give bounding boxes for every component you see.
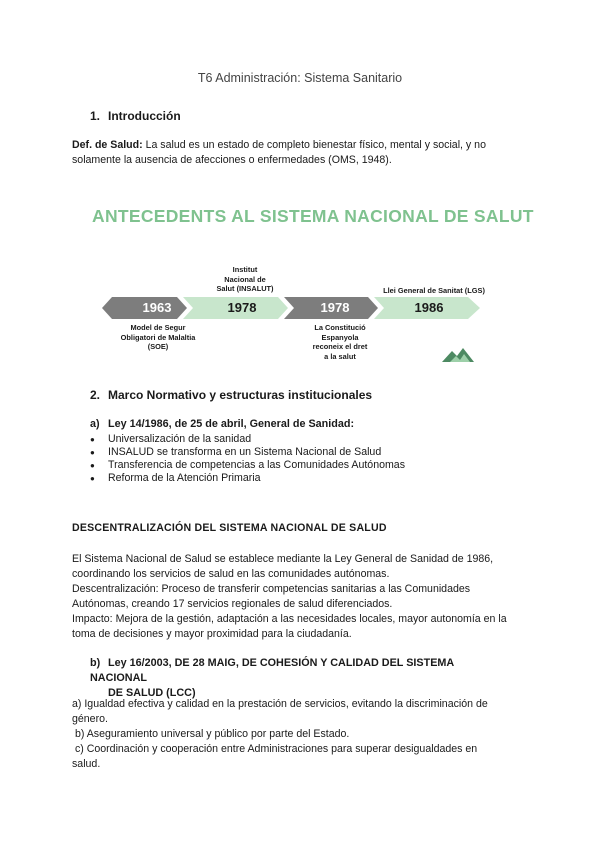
label-line: La Constitució [314, 323, 366, 332]
label-line: Espanyola [321, 332, 359, 342]
lcc-text [72, 697, 542, 772]
label-line: Llei General de Sanitat (LGS) [383, 286, 485, 295]
decentralization-heading: DESCENTRALIZACIÓN DEL SISTEMA NACIONAL DE SALUD [72, 522, 387, 534]
text-line: Impacto: Mejora de la gestión, adaptación a las necesidades locales, mayor autonomía en la [72, 613, 507, 625]
text-line: a) Igualdad efectiva y calidad en la prestación de servicios, evitando la discriminación de [72, 698, 488, 710]
timeline-year-1963: 1963 [142, 300, 172, 315]
decentralization-text [72, 552, 542, 642]
section-2-heading [90, 388, 372, 402]
section-2-number: 2. [90, 388, 101, 402]
timeline-year-1978-insalut: 1978 [227, 300, 257, 315]
text-line: Descentralización: Proceso de transferir competencias sanitarias a las Comunidades [72, 583, 471, 595]
section-1-number: 1. [90, 109, 101, 123]
subsection-b-title-2: DE SALUD (LCC) [108, 687, 196, 699]
label-line: (SOE) [147, 342, 169, 351]
health-definition [72, 138, 532, 168]
label-line: Model de Segur [130, 323, 186, 332]
definition-text-2: solamente la ausencia de afecciones o enfermedades (OMS, 1948). [72, 154, 392, 166]
timeline-label-insalut [200, 265, 290, 294]
section-2-title: Marco Normativo y estructuras institucionales [108, 388, 373, 402]
subsection-a-letter: a) [90, 418, 100, 430]
list-item: ● Reforma de la Atención Primaria [90, 472, 405, 485]
lgs-bullet-list [90, 433, 405, 485]
text-line: toma de decisiones y mayor proximidad para la ciudadanía. [72, 628, 352, 640]
label-line: Obligatori de Malaltia [120, 332, 196, 342]
text-line: género. [72, 713, 108, 725]
timeline-label-lgs [373, 286, 495, 296]
label-line: Institut [232, 265, 258, 274]
list-item: ● INSALUD se transforma en un Sistema Nacional de Salud [90, 446, 405, 459]
subsection-b-heading [90, 656, 510, 701]
subsection-b-letter: b) [90, 657, 101, 669]
list-item: ● Transferencia de competencias a las Comunidades Autónomas [90, 459, 405, 472]
definition-label: Def. de Salud: [72, 139, 143, 151]
document-title: T6 Administración: Sistema Sanitario [197, 71, 403, 85]
section-1-title: Introducción [108, 109, 181, 123]
timeline-title: ANTECEDENTS AL SISTEMA NACIONAL DE SALUT [92, 206, 534, 226]
subsection-a-title: Ley 14/1986, de 25 de abril, General de Sanidad: [108, 418, 355, 430]
label-line: Salut (INSALUT) [216, 284, 274, 293]
section-1-heading [90, 109, 181, 123]
subsection-a-heading [90, 418, 354, 430]
text-line: El Sistema Nacional de Salud se establece mediante la Ley General de Sanidad de 1986, [72, 553, 494, 565]
text-line: b) Aseguramiento universal y público por parte del Estado. [72, 728, 350, 740]
subsection-b-title-1: Ley 16/2003, DE 28 MAIG, DE COHESIÓN Y CALIDAD DEL SISTEMA NACIONAL [90, 657, 454, 684]
list-item: ● Universalización de la sanidad [90, 433, 405, 446]
timeline-label-constitucio [295, 323, 385, 361]
text-line: salud. [72, 758, 101, 770]
text-line: coordinando los servicios de salud en las comunidades autónomas. [72, 568, 390, 580]
timeline-year-1986: 1986 [414, 300, 444, 315]
text-line: c) Coordinación y cooperación entre Administraciones para superar desigualdades en [72, 743, 478, 755]
timeline-label-soe [108, 323, 208, 352]
definition-text-1: La salud es un estado de completo bienestar físico, mental y social, y no [142, 139, 486, 151]
antecedents-timeline-image [90, 196, 534, 366]
label-line: reconeix el dret [312, 342, 368, 351]
text-line: Autónomas, creando 17 servicios regionales de salud diferenciados. [72, 598, 393, 610]
timeline-year-1978-constitucio: 1978 [320, 300, 350, 315]
label-line: Nacional de [224, 274, 266, 284]
label-line: a la salut [324, 351, 356, 361]
